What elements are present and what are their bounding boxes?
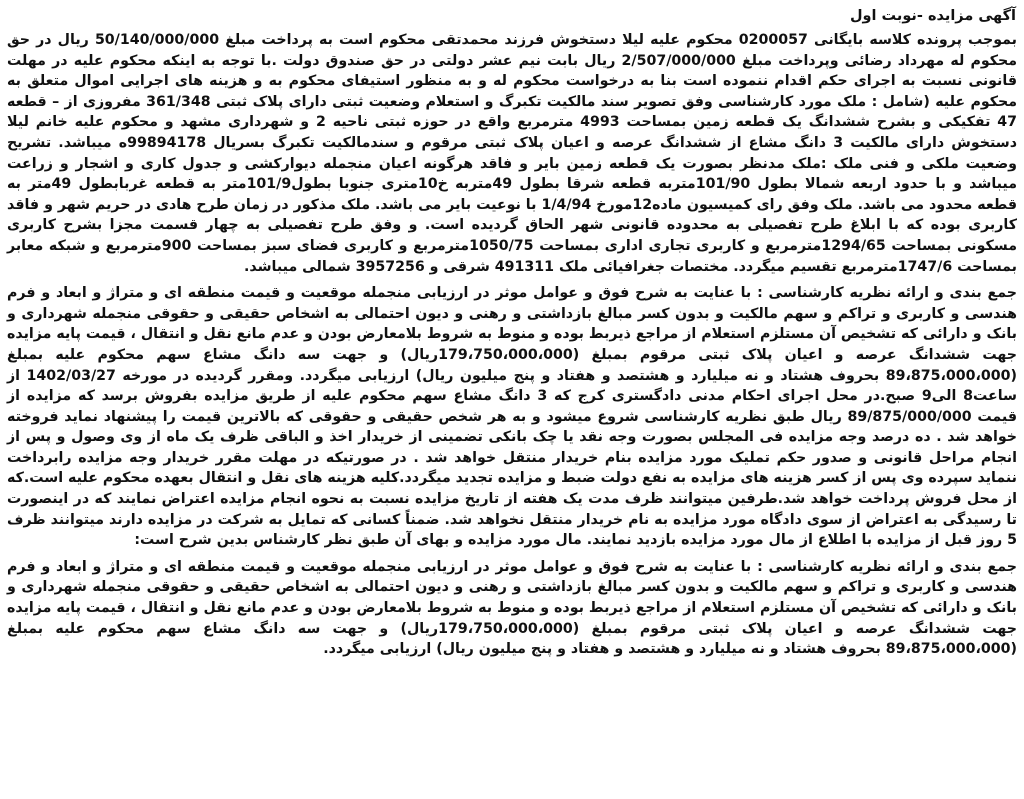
notice-paragraph-case-details: بموجب پرونده کلاسه بایگانی 0200057 محکوم علیه لیلا دستخوش فرزند محمدتقی محکوم است به پرداخت مبلغ 50/140/000/000 ریال در حق محکوم له مهرداد رضائی وپرداخت مبلغ 2/507/000/000 ریال بابت نیم عشر دولتی در حق صندوق دولت .با توجه به اینکه محکوم علیه در مهلت قانونی نسبت به اجرای حکم اقدام ننموده است بنا به درخواست محکوم له و به منظور استیفای محکوم به و هزینه های اجرایی اموال متعلق به محکوم علیه (شامل : ملک مورد کارشناسی وفق تصویر سند مالکیت تکبرگ و استعلام وضعیت ثبتی دارای پلاک ثبتی 361/348 مفروزی از – قطعه 47 تفکیکی و بشرح ششدانگ یک قطعه زمین بمساحت 4993 مترمربع واقع در حوزه ثبتی ناحیه 2 و شهرداری مشهد و محکوم علیه خانم لیلا دستخوش دارای مالکیت 3 دانگ مشاع از ششدانگ عرصه و اعیان پلاک ثبتی مرقوم و سندمالکیت تکبرگ بسریال 99894178ه میباشد. تشریح وضعیت ملکی و فنی ملک :ملک مدنظر بصورت یک قطعه زمین بایر و فاقد هرگونه اعیان منجمله دیوارکشی و جدول کاری و اشجار و زراعت میباشد و با حدود اربعه شمالا بطول 101/90متربه قطعه شرقا بطول 49متربه خ10متری جنوبا بطول101/9متر به قطعه غربابطول 49متر به قطعه محدود می باشد. ملک وفق رای کمیسیون ماده12مورخ 1/4/94 با نوعیت بایر می باشد. ملک مذکور در زمان طرح هادی در حریم شهر و فاقد کاربری بوده که با ابلاغ طرح تفصیلی به محدوده قانونی شهر الحاق گردیده است. و وفق طرح تفصیلی به چهار قسمت مجزا بشرح کاربری مسکونی بمساحت 1294/65مترمربع و کاربری تجاری اداری بمساحت 1050/75مترمربع و کاربری فضای سبز بمساحت 900مترمربع و شبکه معابر بمساحت 1747/6مترمربع تقسیم میگردد. مختصات جغرافیائی ملک 491311 شرقی و 3957256 شمالی میباشد. (7, 32, 1018, 275)
notice-paragraph-auction-terms: جمع بندی و ارائه نظریه کارشناسی : با عنایت به شرح فوق و عوامل موثر در ارزیابی منجمله موقعیت و قیمت منطقه ای و متراژ و ابعاد و فرم هندسی و کاربری و تراکم و سهم مالکیت و بدون کسر مبالغ بازداشتی و رهنی و دیون احتمالی به اشخاص حقیقی و حقوقی منجمله شهرداری و بانک و دارائی که تشخیص آن مستلزم استعلام از مراجع ذیربط بوده و منوط به شروط بلامعارض بودن و عدم مانع نقل و انتقال ، قیمت پایه مزایده جهت ششدانگ عرصه و اعیان پلاک ثبتی مرقوم بمبلغ (179،750،000،000ریال) و جهت سه دانگ مشاع سهم محکوم علیه بمبلغ (89،875،000،000 بحروف هشتاد و نه میلیارد و هشتصد و هفتاد و پنج میلیون ریال) ارزیابی میگردد. ومقرر گردیده در مورخه 1402/03/27 از ساعت8 الی9 صبح.در محل اجرای احکام مدنی دادگستری کرج که 3 دانگ مشاع سهم محکوم علیه از طریق مزایده بفروش برسد که مزایده از قیمت 89/875/000/000 ریال طبق نظریه کارشناسی شروع میشود و به هر شخص حقیقی و حقوقی که بالاترین قیمت را پیشنهاد نماید فروخته خواهد شد . ده درصد وجه مزایده فی المجلس بصورت وجه نقد یا چک بانکی تضمینی از خریدار اخذ و الباقی ظرف یک ماه از وی وصول و پس از انجام مراحل قانونی و صدور حکم تملیک مورد مزایده بنام خریدار منتقل خواهد شد . در صورتیکه در مهلت مقرر خریدار وجه مزایده رابرداخت ننماید سپرده وی پس از کسر هزینه های مزایده به نفع دولت ضبط و مزایده تجدید میگردد.کلیه هزینه های نقل و انتقال بعهده محکوم علیه است.که از محل فروش پرداخت خواهد شد.طرفین میتوانند ظرف مدت یک هفته از تاریخ مزایده نسبت به نحوه انجام مزایده اعتراض نمایند که در اینصورت تا رسیدگی به اعتراض از سوی دادگاه مورد مزایده به نام خریدار منتقل نخواهد شد. ضمناً کسانی که تمایل به شرکت در مزایده دارند میتوانند ظرف 5 روز قبل از مزایده با اطلاع از مال مورد مزایده بازدید نمایند. مال مورد مزایده و بهای آن طبق نظر کارشناس بدین شرح است: (7, 285, 1018, 549)
notice-title: آگهی مزایده -نوبت اول (849, 8, 1016, 24)
auction-notice (6, 6, 1018, 793)
notice-paragraph-expert-valuation: جمع بندی و ارائه نظریه کارشناسی : با عنایت به شرح فوق و عوامل موثر در ارزیابی منجمله موقعیت و قیمت منطقه ای و متراژ و ابعاد و فرم هندسی و کاربری و تراکم و سهم مالکیت و بدون کسر مبالغ بازداشتی و رهنی و دیون احتمالی به اشخاص حقیقی و حقوقی منجمله شهرداری و بانک و دارائی که تشخیص آن مستلزم استعلام از مراجع ذیربط بوده و منوط به شروط بلامعارض بودن و عدم مانع نقل و انتقال ، قیمت پایه مزایده جهت ششدانگ عرصه و اعیان پلاک ثبتی مرقوم بمبلغ (179،750،000،000ریال) و جهت سه دانگ مشاع سهم محکوم علیه بمبلغ (89،875،000،000 بحروف هشتاد و نه میلیارد و هشتصد و هفتاد و پنج میلیون ریال) ارزیابی میگردد. (7, 558, 1017, 658)
